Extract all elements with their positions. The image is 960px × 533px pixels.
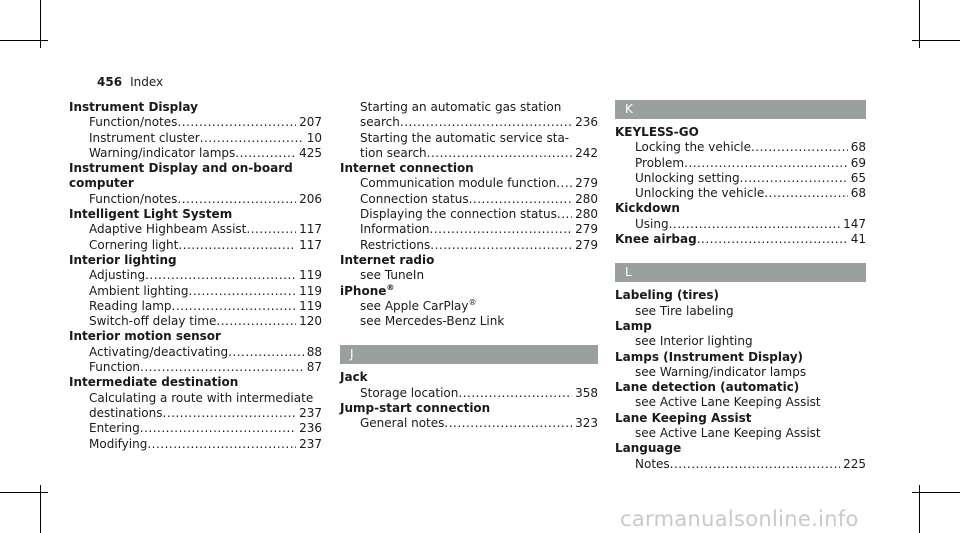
index-entry[interactable] (340, 207, 598, 222)
index-heading: Language (615, 441, 682, 456)
entry-text: Unlocking the vehicle (635, 186, 765, 201)
index-entry[interactable] (69, 222, 322, 237)
index-entry[interactable] (69, 360, 322, 375)
index-subtext: Starting the automatic service sta- (360, 130, 570, 145)
index-heading: Intermediate destination (69, 375, 239, 390)
index-entry[interactable] (340, 386, 598, 401)
entry-page: 242 (575, 145, 598, 160)
index-entry[interactable] (615, 156, 866, 171)
entry-page: 117 (299, 237, 322, 252)
entry-text: Problem (635, 155, 685, 170)
entry-text: tion search (360, 145, 427, 160)
index-heading: Instrument Display and on-board (69, 161, 293, 176)
index-heading: Lamp (615, 318, 652, 333)
index-heading: KEYLESS-GO (615, 125, 699, 139)
crop-mark (0, 40, 48, 41)
heading-text: iPhone (340, 283, 387, 298)
index-heading: computer (69, 176, 134, 191)
index-heading: Instrument Display (69, 100, 198, 114)
registered-mark: ® (386, 282, 395, 292)
index-entry[interactable] (340, 115, 598, 130)
entry-text: Instrument cluster (89, 130, 200, 145)
index-entry[interactable] (615, 217, 866, 232)
index-heading (340, 284, 598, 299)
entry-page: 279 (575, 237, 598, 252)
crop-mark (912, 492, 960, 493)
entry-text: Ambient lighting (89, 283, 189, 298)
index-entry[interactable] (340, 146, 598, 161)
letter-divider-k: K (615, 100, 866, 119)
index-heading: Internet radio (340, 252, 435, 267)
page-number: 456 (97, 75, 123, 89)
index-entry[interactable] (69, 299, 322, 314)
index-heading: Intelligent Light System (69, 207, 233, 222)
entry-text: Knee airbag (615, 232, 697, 247)
index-entry[interactable] (615, 171, 866, 186)
entry-page: 119 (299, 268, 322, 283)
index-entry[interactable] (69, 345, 322, 360)
entry-text: destinations (89, 405, 163, 420)
entry-page: 68 (850, 186, 866, 201)
see-text: see Apple CarPlay (360, 298, 469, 313)
see-reference[interactable]: see Mercedes-Benz Link (360, 314, 505, 329)
index-column-3 (615, 100, 866, 472)
entry-page: 225 (843, 456, 866, 471)
index-heading: Lamps (Instrument Display) (615, 349, 804, 364)
entry-text: Switch-off delay time (89, 314, 217, 329)
index-heading: Jump-start connection (340, 401, 491, 416)
index-entry[interactable] (69, 268, 322, 283)
entry-text: Restrictions (360, 237, 431, 252)
index-entry[interactable] (69, 115, 322, 130)
index-entry[interactable] (340, 222, 598, 237)
index-heading: Interior lighting (69, 252, 177, 267)
entry-text: Adaptive Highbeam Assist (89, 222, 247, 237)
entry-text: Reading lamp (89, 298, 172, 313)
entry-page: 207 (299, 115, 322, 130)
entry-page: 236 (575, 115, 598, 130)
index-entry[interactable] (615, 457, 866, 472)
entry-page: 68 (850, 140, 866, 155)
index-column-2 (340, 100, 598, 432)
entry-page: 237 (299, 436, 322, 451)
index-heading: Interior motion sensor (69, 329, 221, 344)
index-entry[interactable] (69, 421, 322, 436)
entry-text: Modifying (89, 436, 148, 451)
index-entry[interactable] (69, 146, 322, 161)
entry-text: Entering (89, 421, 140, 436)
index-heading: Labeling (tires) (615, 288, 720, 303)
section-title: Index (130, 75, 164, 89)
entry-page: 206 (299, 191, 322, 206)
entry-page: 147 (843, 216, 866, 231)
entry-page: 236 (299, 421, 322, 436)
entry-text: Cornering light (89, 237, 179, 252)
see-reference[interactable]: see Warning/indicator lamps (635, 364, 807, 379)
index-column-1 (69, 100, 322, 452)
index-heading: Lane Keeping Assist (615, 410, 752, 425)
entry-page: 65 (850, 170, 866, 185)
watermark-text: carmanualsonline.info (620, 507, 859, 531)
letter-divider-j: J (340, 345, 598, 364)
index-heading: Kickdown (615, 201, 680, 216)
letter-divider-l: L (615, 263, 866, 282)
index-heading: Internet connection (340, 161, 474, 176)
see-reference[interactable] (340, 299, 598, 314)
see-reference[interactable]: see Active Lane Keeping Assist (635, 395, 821, 410)
index-entry[interactable] (69, 314, 322, 329)
index-heading: Jack (340, 370, 368, 385)
index-entry[interactable] (69, 437, 322, 452)
entry-text: Storage location (360, 385, 459, 400)
index-heading: Lane detection (automatic) (615, 380, 800, 395)
entry-page: 119 (299, 298, 322, 313)
entry-text: Locking the vehicle (635, 140, 751, 155)
index-entry[interactable] (615, 186, 866, 201)
index-entry[interactable] (69, 284, 322, 299)
index-entry[interactable] (69, 406, 322, 421)
entry-text: Notes (635, 456, 670, 471)
entry-text: Unlocking setting (635, 170, 740, 185)
entry-page: 119 (299, 283, 322, 298)
see-reference[interactable]: see Interior lighting (635, 334, 753, 349)
see-reference[interactable]: see TuneIn (360, 268, 425, 283)
entry-page: 120 (299, 314, 322, 329)
entry-page: 117 (299, 222, 322, 237)
entry-page: 279 (575, 222, 598, 237)
index-entry[interactable] (69, 238, 322, 253)
page-header (97, 75, 163, 89)
entry-page: 279 (575, 176, 598, 191)
entry-text: search (360, 115, 400, 130)
index-subtext: Starting an automatic gas station (360, 100, 562, 114)
registered-mark: ® (468, 297, 477, 307)
entry-page: 425 (299, 145, 322, 160)
entry-page: 41 (850, 232, 866, 247)
entry-page: 237 (299, 405, 322, 420)
entry-page: 280 (575, 191, 598, 206)
entry-text: Information (360, 222, 430, 237)
see-reference[interactable]: see Active Lane Keeping Assist (635, 426, 821, 441)
entry-page: 323 (575, 416, 598, 431)
crop-mark (0, 492, 48, 493)
entry-text: Communication module function (360, 176, 557, 191)
entry-text: General notes (360, 416, 445, 431)
entry-page: 358 (575, 385, 598, 400)
entry-page: 10 (306, 130, 322, 145)
index-entry[interactable] (340, 192, 598, 207)
see-reference[interactable]: see Tire labeling (635, 303, 734, 318)
entry-text: Function/notes (89, 191, 178, 206)
entry-text: Warning/indicator lamps (89, 145, 236, 160)
entry-page: 69 (850, 155, 866, 170)
index-entry[interactable] (69, 192, 322, 207)
entry-text: Using (635, 216, 669, 231)
index-entry[interactable] (615, 140, 866, 155)
entry-text: Activating/deactivating (89, 344, 229, 359)
index-entry[interactable] (340, 238, 598, 253)
entry-text: Function (89, 360, 141, 375)
entry-text: Displaying the connection status (360, 207, 557, 222)
entry-page: 280 (575, 207, 598, 222)
index-entry[interactable] (615, 232, 866, 247)
index-entry[interactable] (340, 176, 598, 191)
entry-text: Adjusting (89, 268, 146, 283)
crop-mark (912, 40, 960, 41)
index-subtext: Calculating a route with intermediate (89, 390, 314, 405)
entry-text: Function/notes (89, 115, 178, 130)
index-entry[interactable] (340, 416, 598, 431)
index-entry[interactable] (69, 131, 322, 146)
entry-page: 87 (306, 360, 322, 375)
entry-page: 88 (306, 344, 322, 359)
entry-text: Connection status (360, 191, 469, 206)
